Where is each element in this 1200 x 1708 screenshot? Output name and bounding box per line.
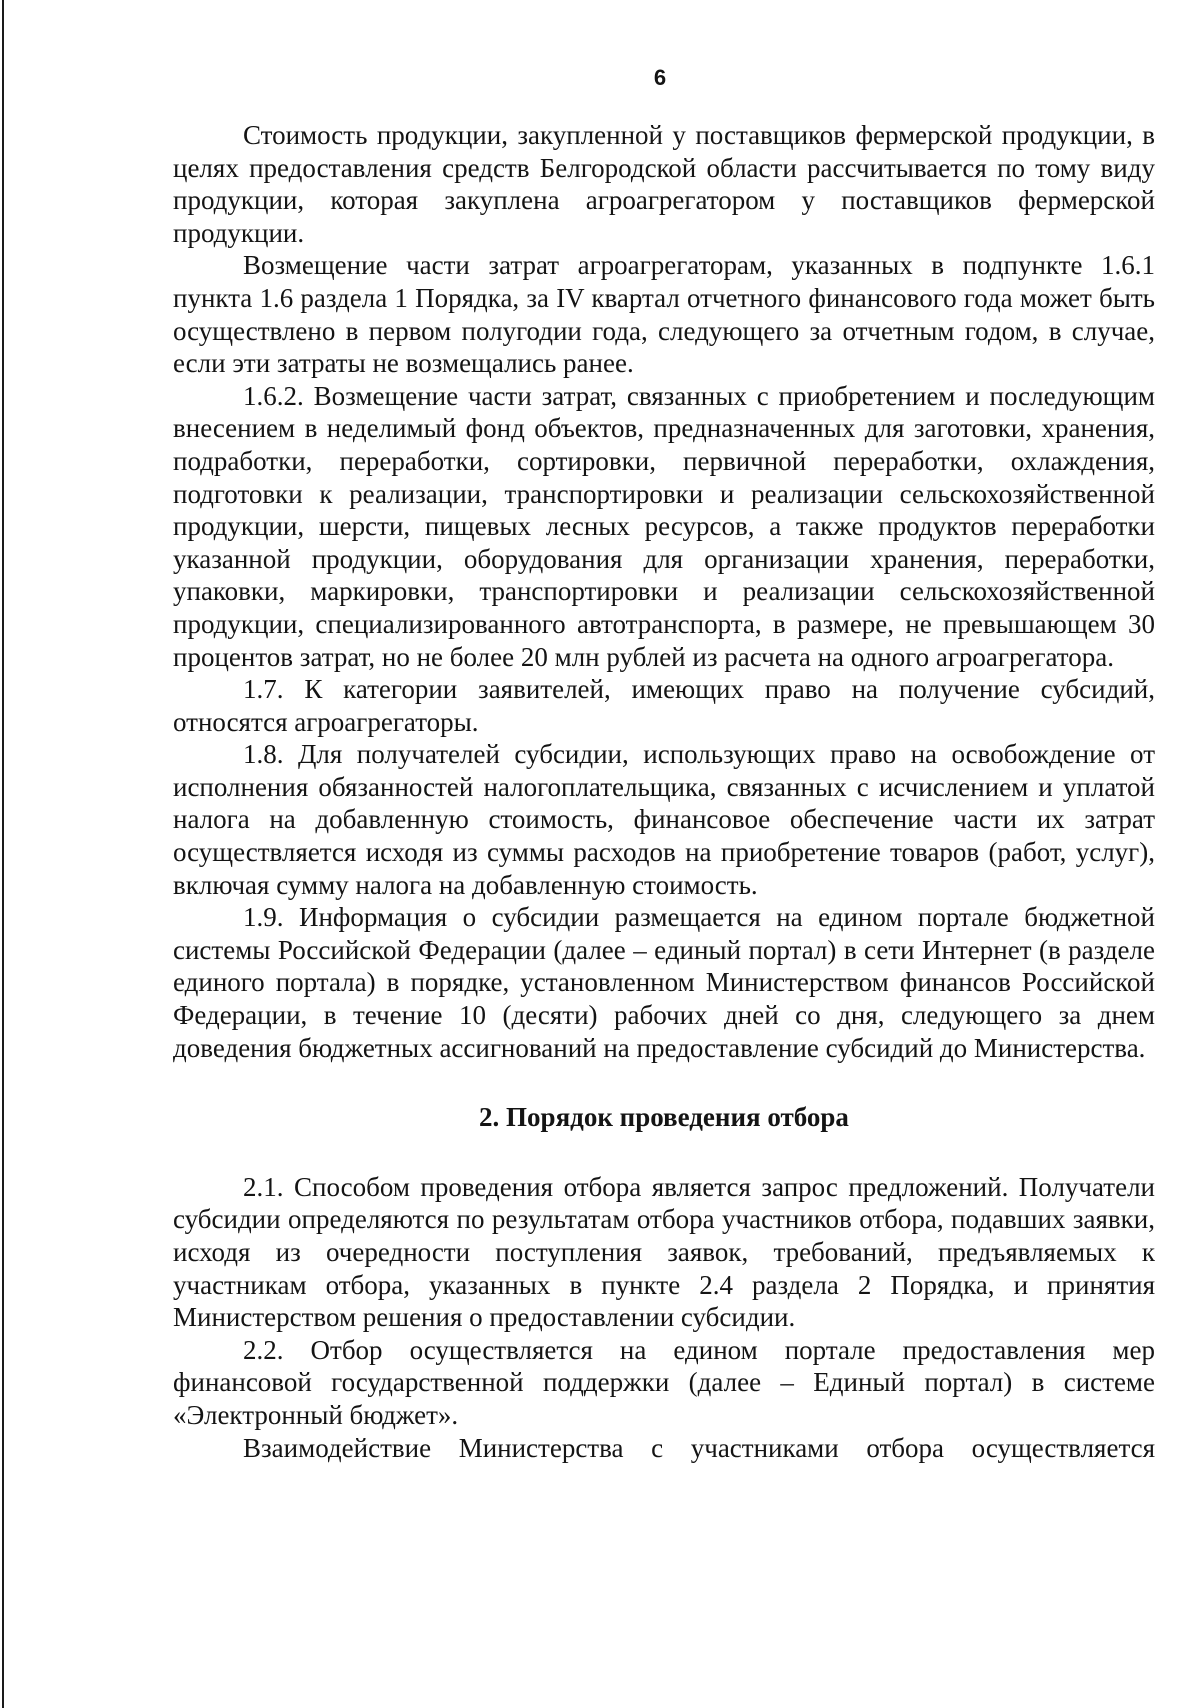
paragraph-2-1: 2.1. Способом проведения отбора является запрос предложений. Получатели субсидии определяются по результатам отбора участников отбора, подавших заявки, исходя из очередности поступления заявок, требований, предъявляемых к участникам отбора, указанных в пункте 2.4 раздела 2 Порядка, и принятия Министерством решения о предоставлении субсидии. — [173, 1171, 1155, 1333]
page-number: 6 — [653, 65, 667, 90]
paragraph-1-7: 1.7. К категории заявителей, имеющих право на получение субсидий, относятся агроагрегаторы. — [173, 674, 1155, 737]
paragraph-interaction: Взаимодействие Министерства с участниками отбора осуществляется — [243, 1432, 1155, 1463]
document-body — [173, 119, 1155, 1464]
paragraph-product-cost: Стоимость продукции, закупленной у поставщиков фермерской продукции, в целях предоставления средств Белгородской области рассчитывается по тому виду продукции, которая закуплена агроагрегатором у поставщиков фермерской продукции. — [173, 120, 1155, 248]
section-heading: 2. Порядок проведения отбора — [479, 1102, 849, 1133]
scan-edge-line — [2, 0, 4, 1708]
paragraph-1-9: 1.9. Информация о субсидии размещается на едином портале бюджетной системы Российской Федерации (далее – единый портал) в сети Интернет (в разделе единого портала) в порядке, установленном Министерством финансов Российской Федерации, в течение 10 (десяти) рабочих дней со дня, следующего за днем доведения бюджетных ассигнований на предоставление субсидий до Министерства. — [173, 902, 1155, 1063]
paragraph-q4-reimbursement: Возмещение части затрат агроагрегаторам, указанных в подпункте 1.6.1 пункта 1.6 раздела 1 Порядка, за IV квартал отчетного финансового года может быть осуществлено в первом полугодии года, следующего за отчетным годом, в случае, если эти затраты не возмещались ранее. — [173, 250, 1155, 379]
paragraph-2-2: 2.2. Отбор осуществляется на едином портале предоставления мер финансовой государственной поддержки (далее – Единый портал) в системе «Электронный бюджет». — [173, 1334, 1155, 1430]
paragraph-1-8: 1.8. Для получателей субсидии, использующих право на освобождение от исполнения обязанностей налогоплательщика, связанных с исчислением и уплатой налога на добавленную стоимость, финансовое обеспечение части их затрат осуществляется исходя из суммы расходов на приобретение товаров (работ, услуг), включая сумму налога на добавленную стоимость. — [173, 739, 1155, 900]
paragraph-1-6-2: 1.6.2. Возмещение части затрат, связанных с приобретением и последующим внесением в неделимый фонд объектов, предназначенных для заготовки, хранения, подработки, переработки, сортировки, первичной переработки, охлаждения, подготовки к реализации, транспортировки и реализации сельскохозяйственной продукции, шерсти, пищевых лесных ресурсов, а также продуктов переработки указанной продукции, оборудования для организации хранения, переработки, упаковки, маркировки, транспортировки и реализации сельскохозяйственной продукции, специализированного автотранспорта, в размере, не превышающем 30 процентов затрат, но не более 20 млн рублей из расчета на одного агроагрегатора. — [173, 380, 1155, 672]
